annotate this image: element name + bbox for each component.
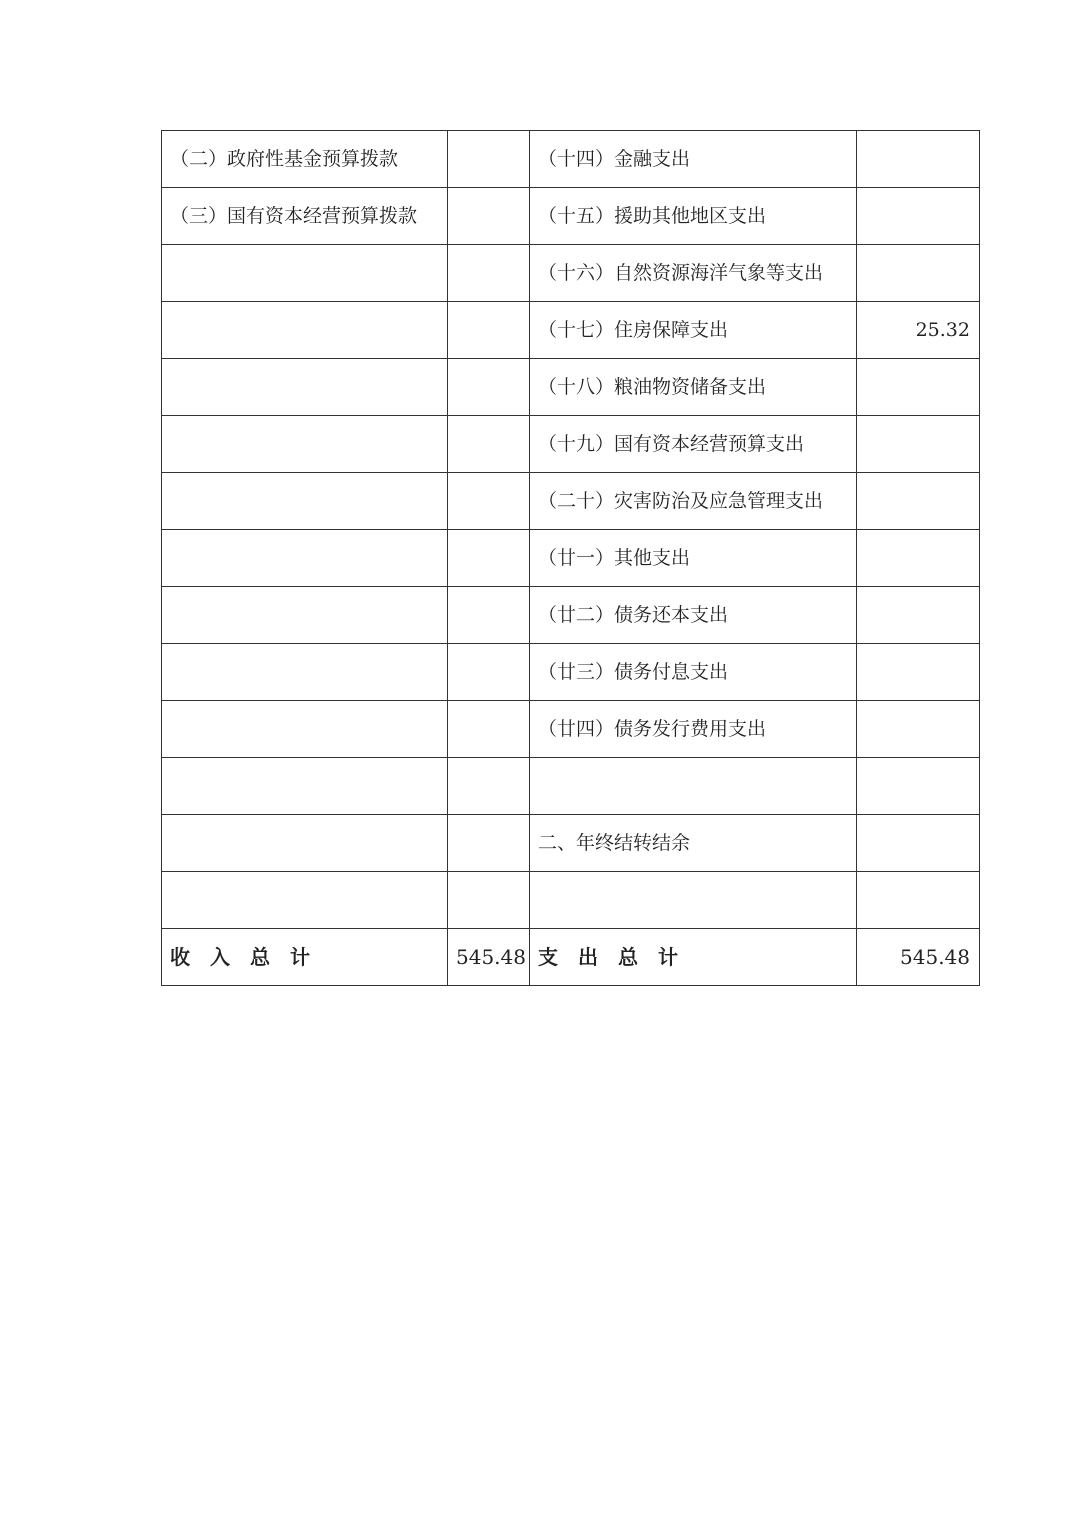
income-amount [448,131,530,188]
expense-label [530,872,857,929]
expense-amount [857,359,980,416]
expense-label: （廿三）债务付息支出 [530,644,857,701]
expense-amount [857,131,980,188]
income-label [162,302,448,359]
income-amount [448,416,530,473]
table-row [162,587,980,644]
expense-amount [857,530,980,587]
income-total-label: 收 入 总 计 [162,929,448,986]
table-row [162,188,980,245]
table-row [162,530,980,587]
expense-amount [857,587,980,644]
income-amount [448,359,530,416]
table-row [162,131,980,188]
income-amount [448,473,530,530]
expense-total-amount: 545.48 [857,929,980,986]
expense-amount [857,188,980,245]
income-amount [448,302,530,359]
total-row [162,929,980,986]
expense-label: （十五）援助其他地区支出 [530,188,857,245]
income-label [162,245,448,302]
table-row [162,758,980,815]
income-label [162,872,448,929]
income-label: （三）国有资本经营预算拨款 [162,188,448,245]
expense-label: （十七）住房保障支出 [530,302,857,359]
income-amount [448,815,530,872]
expense-amount [857,872,980,929]
expense-label: （十八）粮油物资储备支出 [530,359,857,416]
table-row [162,701,980,758]
income-label [162,530,448,587]
income-amount [448,587,530,644]
expense-amount [857,815,980,872]
expense-amount: 25.32 [857,302,980,359]
expense-amount [857,758,980,815]
income-amount [448,530,530,587]
table-row [162,302,980,359]
expense-amount [857,701,980,758]
budget-table-body [162,131,980,986]
expense-label [530,758,857,815]
expense-amount [857,245,980,302]
income-total-amount: 545.48 [448,929,530,986]
table-row [162,416,980,473]
expense-label: （十九）国有资本经营预算支出 [530,416,857,473]
income-label [162,587,448,644]
income-amount [448,758,530,815]
expense-label: （廿二）债务还本支出 [530,587,857,644]
table-row [162,815,980,872]
income-label [162,701,448,758]
table-row [162,359,980,416]
expense-label: （二十）灾害防治及应急管理支出 [530,473,857,530]
budget-table [161,130,980,986]
income-label [162,758,448,815]
income-amount [448,644,530,701]
income-label [162,359,448,416]
expense-amount [857,416,980,473]
expense-amount [857,473,980,530]
table-row [162,644,980,701]
income-label [162,815,448,872]
table-row [162,872,980,929]
expense-label: 二、年终结转结余 [530,815,857,872]
income-label: （二）政府性基金预算拨款 [162,131,448,188]
expense-label: （廿一）其他支出 [530,530,857,587]
expense-label: （十六）自然资源海洋气象等支出 [530,245,857,302]
income-amount [448,872,530,929]
table-row [162,473,980,530]
income-label [162,416,448,473]
income-amount [448,701,530,758]
income-label [162,473,448,530]
expense-amount [857,644,980,701]
income-label [162,644,448,701]
expense-label: （十四）金融支出 [530,131,857,188]
expense-label: （廿四）债务发行费用支出 [530,701,857,758]
income-amount [448,188,530,245]
table-row [162,245,980,302]
income-amount [448,245,530,302]
expense-total-label: 支 出 总 计 [530,929,857,986]
